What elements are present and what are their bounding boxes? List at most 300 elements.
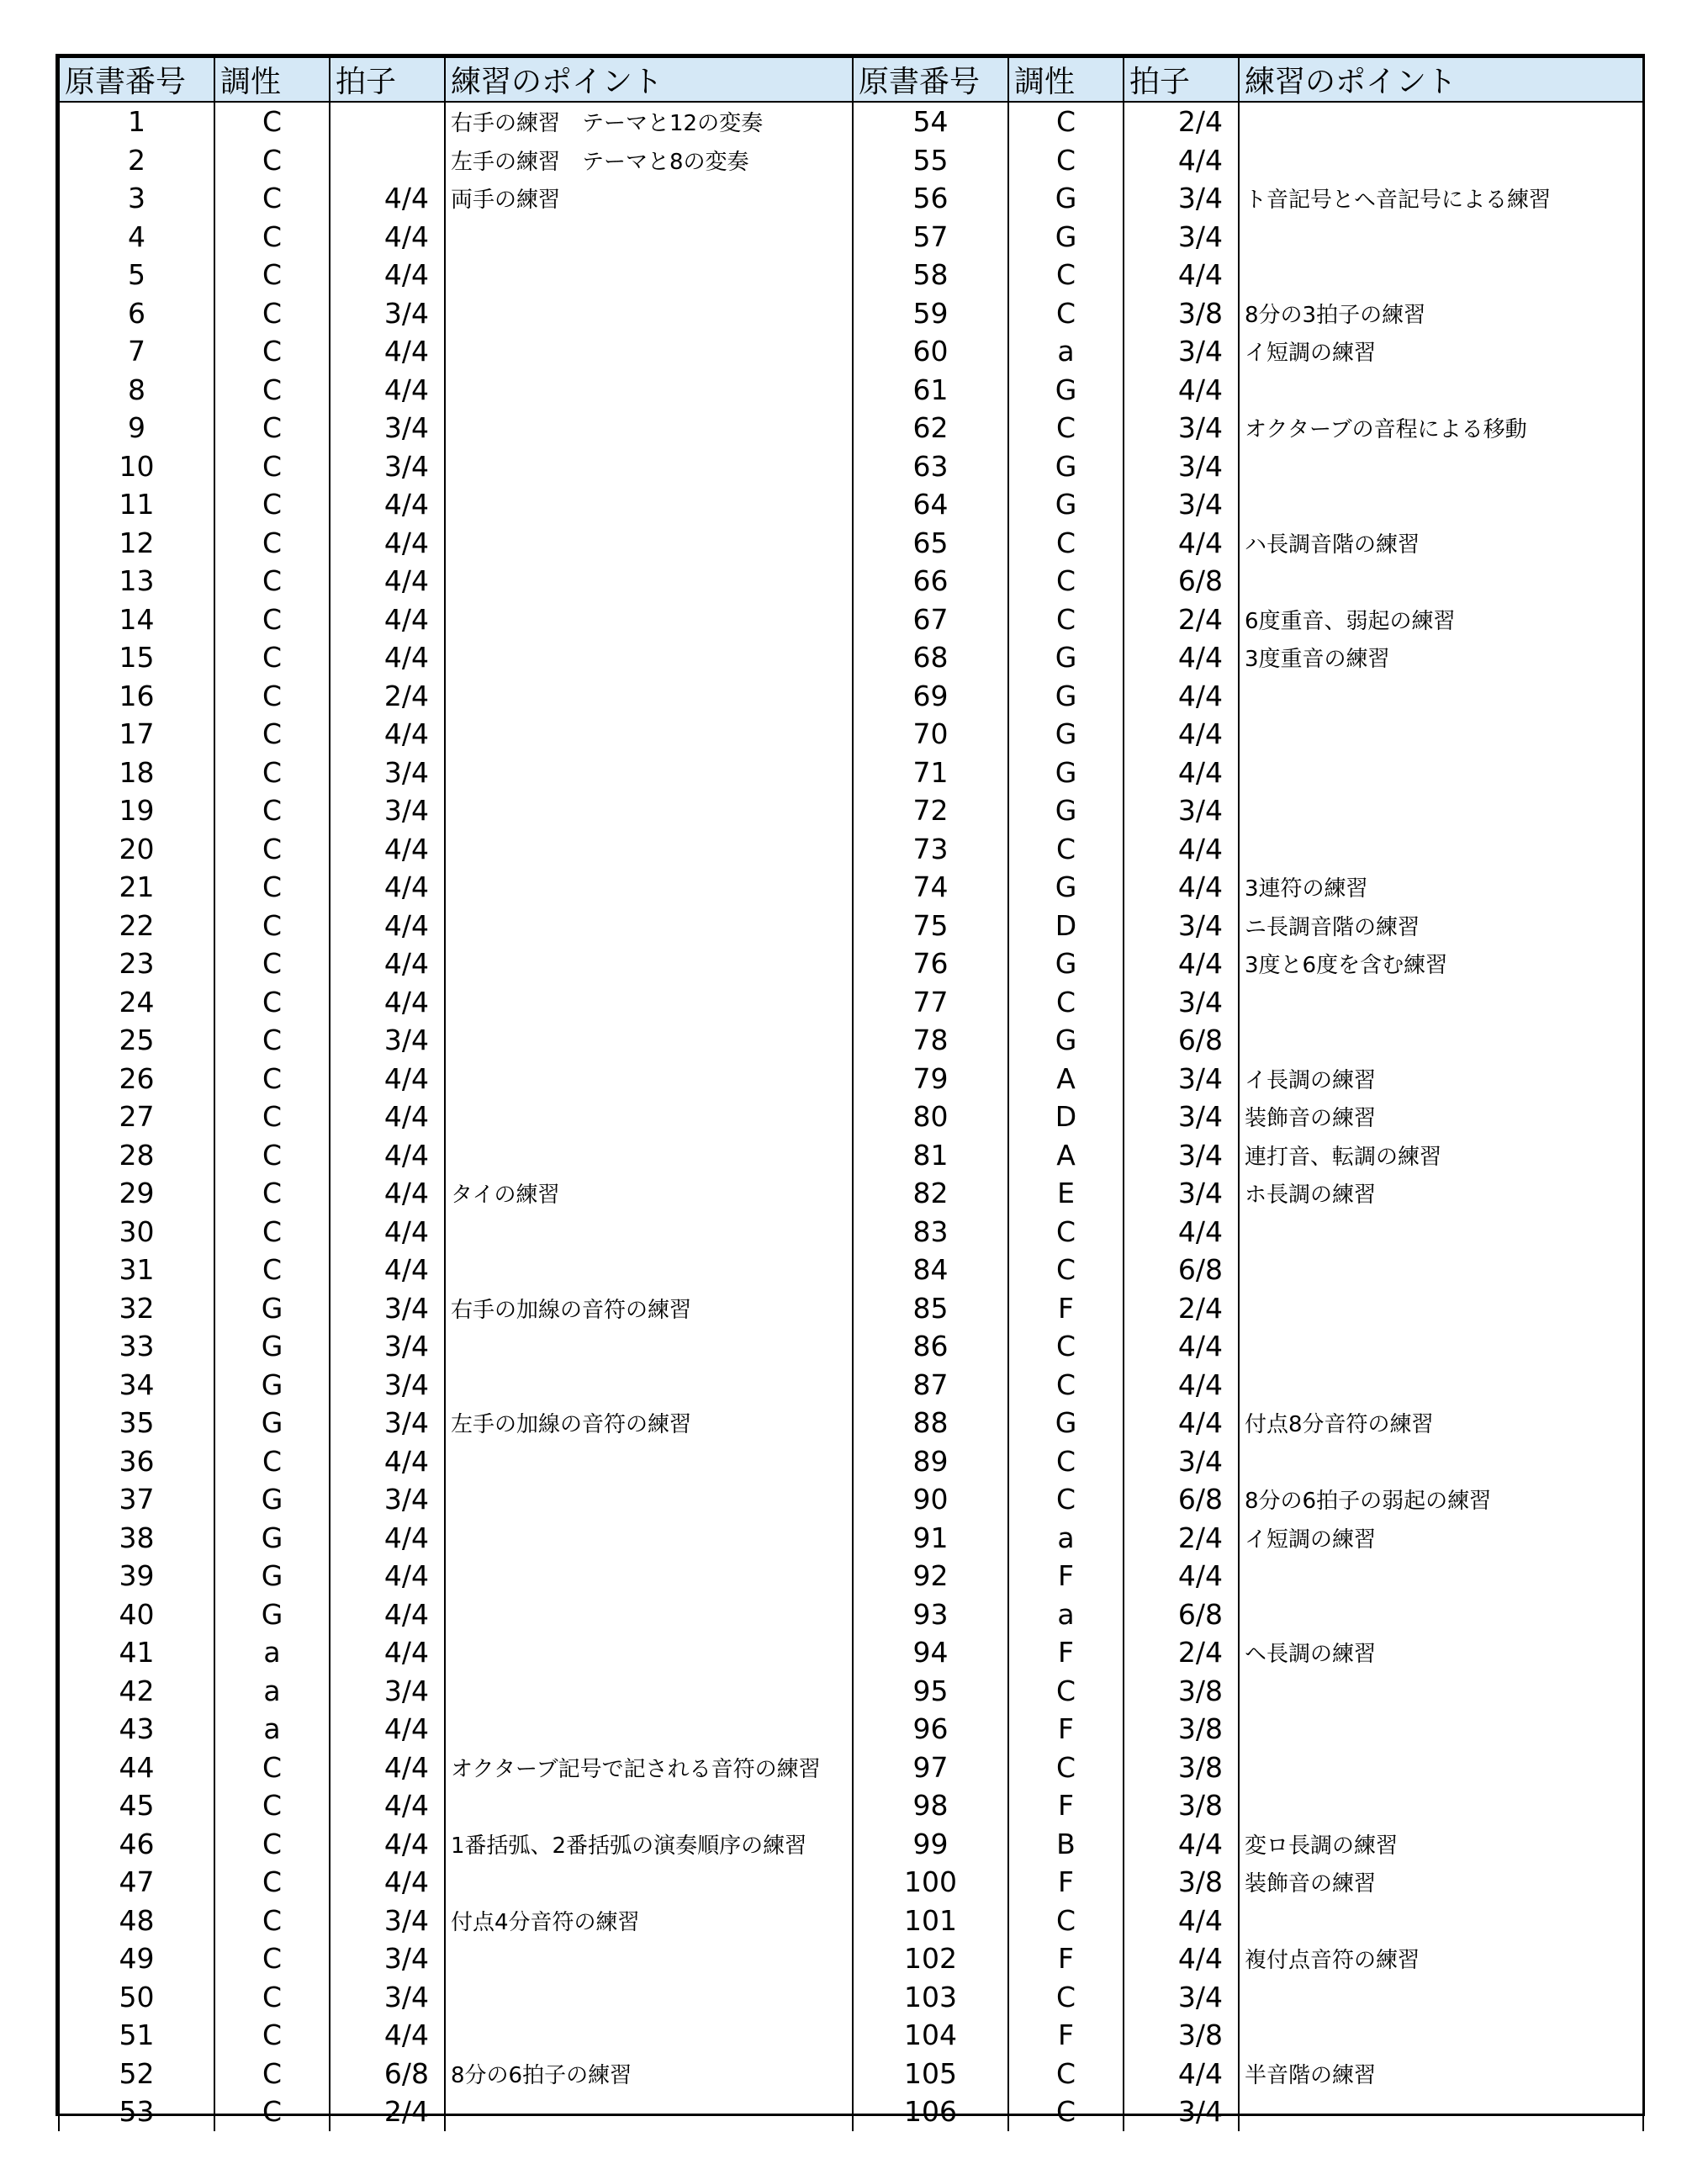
key-cell: G bbox=[214, 1289, 330, 1328]
table-row bbox=[59, 102, 1643, 141]
key-cell: G bbox=[214, 1519, 330, 1558]
original-number-cell: 36 bbox=[59, 1442, 214, 1481]
practice-point-cell bbox=[445, 371, 853, 410]
meter-cell: 3/4 bbox=[1124, 447, 1239, 486]
key-cell: C bbox=[1008, 1902, 1124, 1940]
meter-cell: 3/4 bbox=[1124, 179, 1239, 218]
practice-point-cell bbox=[445, 868, 853, 907]
original-number-cell: 45 bbox=[59, 1786, 214, 1825]
practice-point-cell bbox=[445, 1251, 853, 1289]
key-cell: F bbox=[1008, 1633, 1124, 1672]
header-practice-point: 練習のポイント bbox=[1239, 57, 1643, 102]
table-row bbox=[59, 1939, 1643, 1978]
practice-point-cell: 連打音、転調の練習 bbox=[1239, 1136, 1643, 1175]
practice-point-cell: 8分の6拍子の弱起の練習 bbox=[1239, 1480, 1643, 1519]
table-row bbox=[59, 1327, 1643, 1366]
practice-point-cell bbox=[445, 447, 853, 486]
table-row bbox=[59, 830, 1643, 869]
key-cell: C bbox=[1008, 294, 1124, 333]
meter-cell: 3/4 bbox=[1124, 485, 1239, 524]
meter-cell: 3/4 bbox=[1124, 791, 1239, 830]
meter-cell: 3/4 bbox=[330, 791, 445, 830]
key-cell: C bbox=[214, 447, 330, 486]
meter-cell: 4/4 bbox=[1124, 868, 1239, 907]
practice-point-cell bbox=[1239, 983, 1643, 1022]
original-number-cell: 2 bbox=[59, 141, 214, 180]
practice-point-cell bbox=[445, 754, 853, 792]
practice-point-cell bbox=[445, 294, 853, 333]
original-number-cell: 93 bbox=[853, 1595, 1008, 1634]
original-number-cell: 46 bbox=[59, 1825, 214, 1864]
key-cell: F bbox=[1008, 1289, 1124, 1328]
key-cell: a bbox=[214, 1710, 330, 1749]
original-number-cell: 95 bbox=[853, 1672, 1008, 1711]
original-number-cell: 75 bbox=[853, 907, 1008, 945]
table-row bbox=[59, 1633, 1643, 1672]
key-cell: C bbox=[214, 1825, 330, 1864]
key-cell: C bbox=[1008, 256, 1124, 294]
meter-cell: 3/4 bbox=[1124, 907, 1239, 945]
key-cell: C bbox=[1008, 983, 1124, 1022]
practice-point-cell bbox=[445, 1327, 853, 1366]
key-cell: F bbox=[1008, 1557, 1124, 1595]
practice-point-cell bbox=[1239, 256, 1643, 294]
original-number-cell: 14 bbox=[59, 601, 214, 639]
key-cell: C bbox=[1008, 562, 1124, 601]
key-cell: a bbox=[214, 1633, 330, 1672]
original-number-cell: 74 bbox=[853, 868, 1008, 907]
original-number-cell: 84 bbox=[853, 1251, 1008, 1289]
meter-cell: 4/4 bbox=[330, 1749, 445, 1787]
original-number-cell: 90 bbox=[853, 1480, 1008, 1519]
key-cell: C bbox=[214, 562, 330, 601]
original-number-cell: 69 bbox=[853, 677, 1008, 716]
meter-cell: 3/4 bbox=[330, 1978, 445, 2017]
meter-cell: 4/4 bbox=[330, 830, 445, 869]
meter-cell: 3/4 bbox=[330, 294, 445, 333]
original-number-cell: 87 bbox=[853, 1366, 1008, 1405]
original-number-cell: 29 bbox=[59, 1174, 214, 1213]
practice-point-cell: 右手の練習 テーマと12の変奏 bbox=[445, 102, 853, 141]
practice-point-cell bbox=[1239, 562, 1643, 601]
meter-cell: 4/4 bbox=[1124, 1327, 1239, 1366]
meter-cell: 4/4 bbox=[1124, 1902, 1239, 1940]
table-row bbox=[59, 1902, 1643, 1940]
table-row bbox=[59, 332, 1643, 371]
table-row bbox=[59, 1251, 1643, 1289]
meter-cell: 3/4 bbox=[330, 1672, 445, 1711]
meter-cell: 3/4 bbox=[330, 1902, 445, 1940]
meter-cell bbox=[330, 102, 445, 141]
key-cell: G bbox=[1008, 868, 1124, 907]
meter-cell: 4/4 bbox=[1124, 141, 1239, 180]
original-number-cell: 17 bbox=[59, 715, 214, 754]
practice-point-cell bbox=[1239, 485, 1643, 524]
original-number-cell: 11 bbox=[59, 485, 214, 524]
key-cell: C bbox=[214, 1939, 330, 1978]
meter-cell: 3/4 bbox=[1124, 983, 1239, 1022]
meter-cell: 3/4 bbox=[330, 1939, 445, 1978]
original-number-cell: 21 bbox=[59, 868, 214, 907]
key-cell: C bbox=[214, 371, 330, 410]
practice-point-cell bbox=[445, 1595, 853, 1634]
key-cell: C bbox=[214, 332, 330, 371]
meter-cell: 4/4 bbox=[1124, 524, 1239, 563]
original-number-cell: 102 bbox=[853, 1939, 1008, 1978]
practice-point-cell: 付点8分音符の練習 bbox=[1239, 1404, 1643, 1442]
meter-cell: 4/4 bbox=[330, 907, 445, 945]
practice-point-cell bbox=[445, 983, 853, 1022]
key-cell: C bbox=[214, 1136, 330, 1175]
practice-point-cell: 3度重音の練習 bbox=[1239, 638, 1643, 677]
meter-cell: 4/4 bbox=[330, 1174, 445, 1213]
original-number-cell: 66 bbox=[853, 562, 1008, 601]
practice-point-cell: ヘ長調の練習 bbox=[1239, 1633, 1643, 1672]
practice-point-cell bbox=[445, 1213, 853, 1251]
meter-cell: 4/4 bbox=[330, 1595, 445, 1634]
table-row bbox=[59, 524, 1643, 563]
table-row bbox=[59, 1978, 1643, 2017]
practice-point-cell bbox=[445, 1021, 853, 1060]
meter-cell: 4/4 bbox=[330, 1557, 445, 1595]
meter-cell: 2/4 bbox=[330, 2093, 445, 2131]
meter-cell: 4/4 bbox=[330, 1098, 445, 1136]
practice-point-cell: 右手の加線の音符の練習 bbox=[445, 1289, 853, 1328]
meter-cell: 3/4 bbox=[1124, 332, 1239, 371]
key-cell: C bbox=[214, 1902, 330, 1940]
key-cell: G bbox=[1008, 677, 1124, 716]
key-cell: C bbox=[1008, 1251, 1124, 1289]
meter-cell: 4/4 bbox=[330, 715, 445, 754]
key-cell: F bbox=[1008, 1939, 1124, 1978]
meter-cell: 4/4 bbox=[330, 2016, 445, 2055]
key-cell: C bbox=[214, 1978, 330, 2017]
meter-cell: 4/4 bbox=[1124, 677, 1239, 716]
key-cell: C bbox=[1008, 1978, 1124, 2017]
meter-cell: 3/4 bbox=[1124, 1060, 1239, 1098]
practice-point-cell: 半音階の練習 bbox=[1239, 2055, 1643, 2093]
practice-point-cell bbox=[445, 2016, 853, 2055]
meter-cell: 3/4 bbox=[1124, 1442, 1239, 1481]
key-cell: G bbox=[214, 1557, 330, 1595]
meter-cell: 4/4 bbox=[330, 371, 445, 410]
meter-cell: 3/4 bbox=[330, 1327, 445, 1366]
practice-point-cell: 3連符の練習 bbox=[1239, 868, 1643, 907]
table-row bbox=[59, 218, 1643, 257]
meter-cell: 4/4 bbox=[330, 1251, 445, 1289]
table-row bbox=[59, 179, 1643, 218]
meter-cell: 4/4 bbox=[330, 1633, 445, 1672]
practice-point-cell bbox=[445, 485, 853, 524]
key-cell: C bbox=[214, 218, 330, 257]
key-cell: a bbox=[1008, 332, 1124, 371]
original-number-cell: 53 bbox=[59, 2093, 214, 2131]
exercise-table bbox=[58, 56, 1644, 2131]
original-number-cell: 72 bbox=[853, 791, 1008, 830]
original-number-cell: 58 bbox=[853, 256, 1008, 294]
meter-cell: 4/4 bbox=[330, 332, 445, 371]
meter-cell: 4/4 bbox=[330, 944, 445, 983]
practice-point-cell: 3度と6度を含む練習 bbox=[1239, 944, 1643, 983]
meter-cell: 4/4 bbox=[330, 1825, 445, 1864]
meter-cell: 3/4 bbox=[1124, 409, 1239, 447]
practice-point-cell: 装飾音の練習 bbox=[1239, 1098, 1643, 1136]
key-cell: C bbox=[214, 524, 330, 563]
meter-cell: 3/4 bbox=[330, 754, 445, 792]
original-number-cell: 8 bbox=[59, 371, 214, 410]
table-row bbox=[59, 1060, 1643, 1098]
practice-point-cell: 変ロ長調の練習 bbox=[1239, 1825, 1643, 1864]
practice-point-cell bbox=[445, 2093, 853, 2131]
key-cell: A bbox=[1008, 1060, 1124, 1098]
original-number-cell: 62 bbox=[853, 409, 1008, 447]
meter-cell bbox=[330, 141, 445, 180]
key-cell: C bbox=[214, 485, 330, 524]
original-number-cell: 91 bbox=[853, 1519, 1008, 1558]
meter-cell: 4/4 bbox=[330, 562, 445, 601]
original-number-cell: 44 bbox=[59, 1749, 214, 1787]
table-row bbox=[59, 791, 1643, 830]
practice-point-cell bbox=[1239, 1557, 1643, 1595]
meter-cell: 6/8 bbox=[1124, 1021, 1239, 1060]
practice-point-cell bbox=[445, 562, 853, 601]
practice-point-cell bbox=[445, 1098, 853, 1136]
original-number-cell: 31 bbox=[59, 1251, 214, 1289]
original-number-cell: 15 bbox=[59, 638, 214, 677]
key-cell: G bbox=[1008, 754, 1124, 792]
original-number-cell: 18 bbox=[59, 754, 214, 792]
meter-cell: 4/4 bbox=[330, 179, 445, 218]
practice-point-cell bbox=[1239, 1672, 1643, 1711]
table-row bbox=[59, 256, 1643, 294]
table-row bbox=[59, 1442, 1643, 1481]
key-cell: C bbox=[1008, 601, 1124, 639]
original-number-cell: 81 bbox=[853, 1136, 1008, 1175]
key-cell: D bbox=[1008, 1098, 1124, 1136]
table-row bbox=[59, 1289, 1643, 1328]
original-number-cell: 6 bbox=[59, 294, 214, 333]
meter-cell: 4/4 bbox=[1124, 638, 1239, 677]
key-cell: C bbox=[1008, 409, 1124, 447]
practice-point-cell bbox=[1239, 2016, 1643, 2055]
practice-point-cell: 8分の3拍子の練習 bbox=[1239, 294, 1643, 333]
original-number-cell: 80 bbox=[853, 1098, 1008, 1136]
table-row bbox=[59, 1021, 1643, 1060]
practice-point-cell bbox=[445, 1557, 853, 1595]
meter-cell: 4/4 bbox=[330, 524, 445, 563]
practice-point-cell bbox=[445, 907, 853, 945]
meter-cell: 4/4 bbox=[1124, 1213, 1239, 1251]
key-cell: C bbox=[214, 715, 330, 754]
meter-cell: 2/4 bbox=[330, 677, 445, 716]
original-number-cell: 78 bbox=[853, 1021, 1008, 1060]
original-number-cell: 63 bbox=[853, 447, 1008, 486]
practice-point-cell bbox=[1239, 1978, 1643, 2017]
original-number-cell: 49 bbox=[59, 1939, 214, 1978]
key-cell: C bbox=[1008, 1327, 1124, 1366]
practice-point-cell: 6度重音、弱起の練習 bbox=[1239, 601, 1643, 639]
original-number-cell: 101 bbox=[853, 1902, 1008, 1940]
original-number-cell: 34 bbox=[59, 1366, 214, 1405]
table-row bbox=[59, 715, 1643, 754]
practice-point-cell bbox=[445, 218, 853, 257]
meter-cell: 3/8 bbox=[1124, 1749, 1239, 1787]
practice-point-cell bbox=[445, 601, 853, 639]
practice-point-cell: タイの練習 bbox=[445, 1174, 853, 1213]
practice-point-cell bbox=[445, 524, 853, 563]
original-number-cell: 57 bbox=[853, 218, 1008, 257]
key-cell: G bbox=[1008, 447, 1124, 486]
original-number-cell: 7 bbox=[59, 332, 214, 371]
meter-cell: 4/4 bbox=[1124, 1404, 1239, 1442]
meter-cell: 3/4 bbox=[1124, 1136, 1239, 1175]
meter-cell: 6/8 bbox=[1124, 562, 1239, 601]
original-number-cell: 20 bbox=[59, 830, 214, 869]
original-number-cell: 54 bbox=[853, 102, 1008, 141]
key-cell: C bbox=[214, 2093, 330, 2131]
practice-point-cell bbox=[445, 1939, 853, 1978]
practice-point-cell bbox=[445, 1060, 853, 1098]
table-row bbox=[59, 868, 1643, 907]
key-cell: G bbox=[214, 1366, 330, 1405]
original-number-cell: 35 bbox=[59, 1404, 214, 1442]
table-row bbox=[59, 1672, 1643, 1711]
practice-point-cell: ニ長調音階の練習 bbox=[1239, 907, 1643, 945]
table-row bbox=[59, 447, 1643, 486]
meter-cell: 4/4 bbox=[1124, 371, 1239, 410]
meter-cell: 6/8 bbox=[1124, 1480, 1239, 1519]
original-number-cell: 60 bbox=[853, 332, 1008, 371]
key-cell: G bbox=[1008, 218, 1124, 257]
meter-cell: 4/4 bbox=[330, 1060, 445, 1098]
table-row bbox=[59, 677, 1643, 716]
practice-point-cell bbox=[1239, 715, 1643, 754]
practice-point-cell bbox=[1239, 1366, 1643, 1405]
table-row bbox=[59, 944, 1643, 983]
meter-cell: 2/4 bbox=[1124, 1289, 1239, 1328]
table-row bbox=[59, 1825, 1643, 1864]
key-cell: F bbox=[1008, 1710, 1124, 1749]
table-row bbox=[59, 409, 1643, 447]
key-cell: C bbox=[1008, 141, 1124, 180]
meter-cell: 2/4 bbox=[1124, 601, 1239, 639]
meter-cell: 4/4 bbox=[330, 1213, 445, 1251]
key-cell: G bbox=[1008, 944, 1124, 983]
practice-point-cell bbox=[1239, 754, 1643, 792]
key-cell: C bbox=[1008, 1213, 1124, 1251]
table-row bbox=[59, 1595, 1643, 1634]
original-number-cell: 19 bbox=[59, 791, 214, 830]
meter-cell: 4/4 bbox=[1124, 715, 1239, 754]
table-row bbox=[59, 1749, 1643, 1787]
key-cell: C bbox=[214, 677, 330, 716]
original-number-cell: 82 bbox=[853, 1174, 1008, 1213]
meter-cell: 4/4 bbox=[1124, 754, 1239, 792]
original-number-cell: 105 bbox=[853, 2055, 1008, 2093]
original-number-cell: 33 bbox=[59, 1327, 214, 1366]
key-cell: C bbox=[214, 868, 330, 907]
meter-cell: 3/8 bbox=[1124, 1672, 1239, 1711]
original-number-cell: 16 bbox=[59, 677, 214, 716]
meter-cell: 3/4 bbox=[330, 409, 445, 447]
original-number-cell: 55 bbox=[853, 141, 1008, 180]
meter-cell: 4/4 bbox=[330, 1136, 445, 1175]
practice-point-cell bbox=[1239, 218, 1643, 257]
key-cell: C bbox=[214, 256, 330, 294]
practice-point-cell bbox=[445, 1442, 853, 1481]
key-cell: C bbox=[214, 944, 330, 983]
original-number-cell: 68 bbox=[853, 638, 1008, 677]
meter-cell: 3/4 bbox=[1124, 218, 1239, 257]
meter-cell: 6/8 bbox=[1124, 1251, 1239, 1289]
meter-cell: 4/4 bbox=[1124, 1557, 1239, 1595]
original-number-cell: 64 bbox=[853, 485, 1008, 524]
key-cell: C bbox=[214, 1174, 330, 1213]
header-row bbox=[59, 57, 1643, 102]
meter-cell: 4/4 bbox=[330, 218, 445, 257]
original-number-cell: 51 bbox=[59, 2016, 214, 2055]
meter-cell: 3/8 bbox=[1124, 2016, 1239, 2055]
meter-cell: 4/4 bbox=[330, 1786, 445, 1825]
table-row bbox=[59, 1480, 1643, 1519]
key-cell: G bbox=[1008, 715, 1124, 754]
key-cell: C bbox=[214, 2055, 330, 2093]
key-cell: G bbox=[1008, 179, 1124, 218]
practice-point-cell bbox=[1239, 1749, 1643, 1787]
practice-point-cell bbox=[445, 256, 853, 294]
key-cell: G bbox=[214, 1404, 330, 1442]
key-cell: C bbox=[1008, 830, 1124, 869]
practice-point-cell bbox=[445, 1863, 853, 1902]
original-number-cell: 39 bbox=[59, 1557, 214, 1595]
original-number-cell: 52 bbox=[59, 2055, 214, 2093]
meter-cell: 4/4 bbox=[1124, 1939, 1239, 1978]
original-number-cell: 65 bbox=[853, 524, 1008, 563]
meter-cell: 3/8 bbox=[1124, 1863, 1239, 1902]
practice-point-cell: イ長調の練習 bbox=[1239, 1060, 1643, 1098]
key-cell: E bbox=[1008, 1174, 1124, 1213]
key-cell: C bbox=[1008, 1480, 1124, 1519]
original-number-cell: 96 bbox=[853, 1710, 1008, 1749]
key-cell: B bbox=[1008, 1825, 1124, 1864]
key-cell: C bbox=[1008, 102, 1124, 141]
original-number-cell: 70 bbox=[853, 715, 1008, 754]
practice-point-cell bbox=[1239, 1710, 1643, 1749]
key-cell: G bbox=[1008, 791, 1124, 830]
header-original-number: 原書番号 bbox=[59, 57, 214, 102]
key-cell: C bbox=[214, 1098, 330, 1136]
meter-cell: 3/4 bbox=[330, 1366, 445, 1405]
original-number-cell: 26 bbox=[59, 1060, 214, 1098]
original-number-cell: 40 bbox=[59, 1595, 214, 1634]
key-cell: F bbox=[1008, 2016, 1124, 2055]
key-cell: C bbox=[1008, 524, 1124, 563]
original-number-cell: 3 bbox=[59, 179, 214, 218]
original-number-cell: 89 bbox=[853, 1442, 1008, 1481]
practice-point-cell bbox=[445, 830, 853, 869]
original-number-cell: 37 bbox=[59, 1480, 214, 1519]
header-meter: 拍子 bbox=[1124, 57, 1239, 102]
key-cell: C bbox=[214, 179, 330, 218]
key-cell: a bbox=[1008, 1519, 1124, 1558]
practice-point-cell bbox=[1239, 830, 1643, 869]
table-row bbox=[59, 983, 1643, 1022]
meter-cell: 4/4 bbox=[330, 485, 445, 524]
table-row bbox=[59, 1710, 1643, 1749]
meter-cell: 6/8 bbox=[1124, 1595, 1239, 1634]
table-row bbox=[59, 1174, 1643, 1213]
key-cell: C bbox=[1008, 1442, 1124, 1481]
